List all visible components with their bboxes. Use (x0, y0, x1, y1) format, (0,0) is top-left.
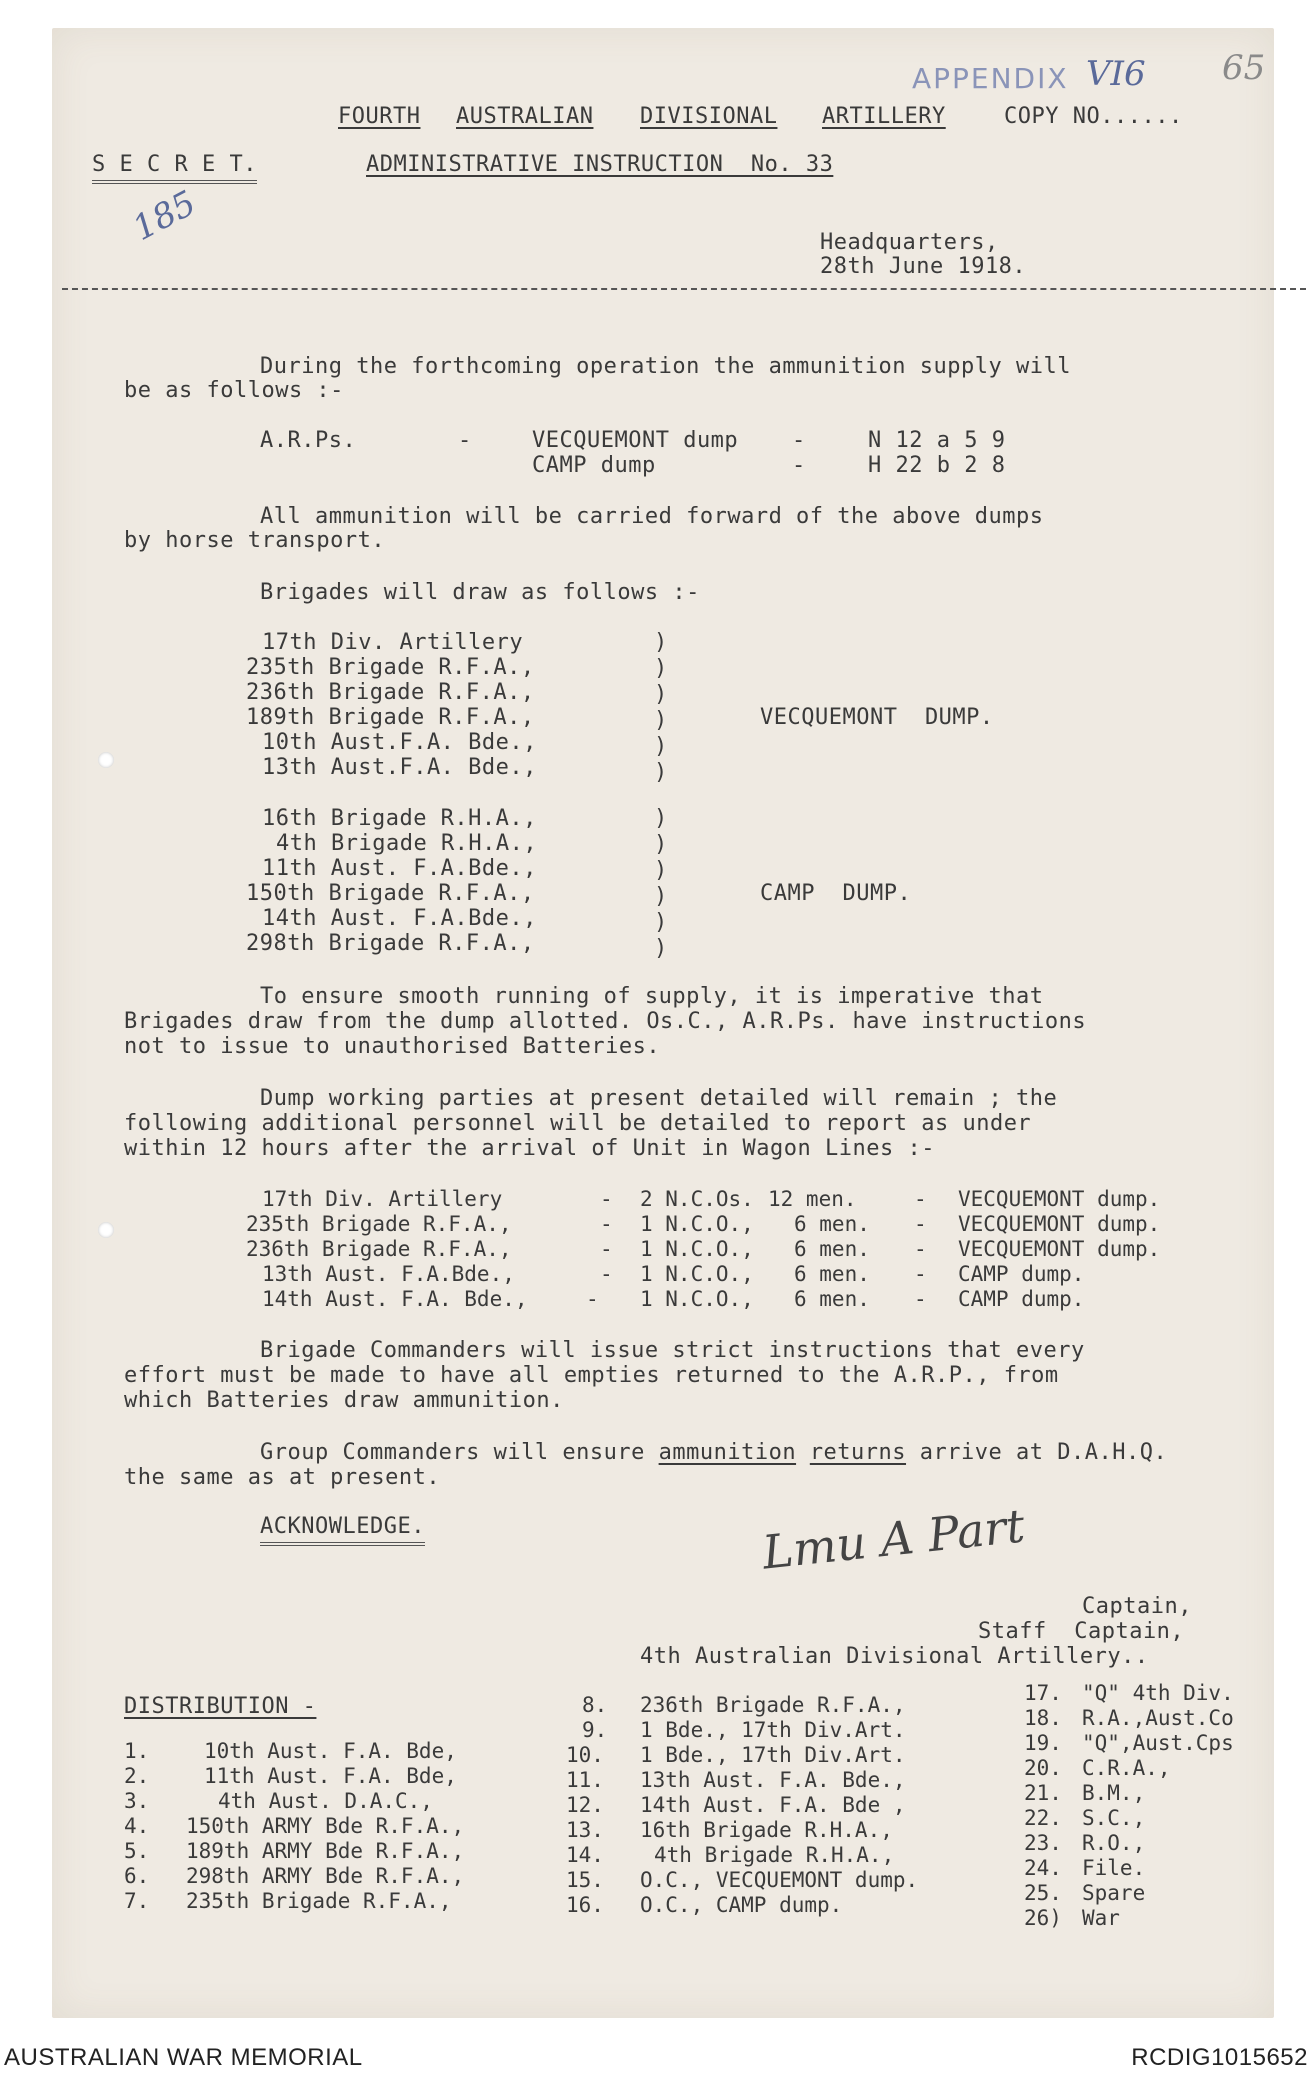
group2-dump: CAMP DUMP. (760, 881, 912, 906)
distribution-number: 1. (124, 1739, 150, 1763)
distribution-number: 14. (566, 1843, 604, 1867)
distribution-number: 4. (124, 1814, 150, 1838)
distribution-number: 5. (124, 1839, 150, 1863)
distribution-number: 26) (1024, 1906, 1062, 1930)
distribution-recipient: 236th Brigade R.F.A., (640, 1693, 906, 1717)
distribution-number: 20. (1024, 1756, 1062, 1780)
copy-number: COPY NO...... (1004, 104, 1183, 129)
arps-dump-name: CAMP dump (532, 453, 656, 478)
party-dash: - (914, 1262, 927, 1286)
distribution-number: 17. (1024, 1681, 1062, 1705)
para6-line2: the same as at present. (124, 1465, 441, 1490)
arps-dump-ref: N 12 a 5 9 (868, 428, 1006, 453)
distribution-recipient: C.R.A., (1082, 1756, 1171, 1780)
party-dash: - (600, 1212, 613, 1236)
distribution-number: 18. (1024, 1706, 1062, 1730)
arps-dump-name: VECQUEMONT dump (532, 428, 739, 453)
party-ncos: 1 N.C.O., (640, 1212, 754, 1236)
group1-bracket: ) ) ) ) ) ) (654, 630, 668, 785)
distribution-number: 23. (1024, 1831, 1062, 1855)
pencil-page-number: 65 (1222, 48, 1266, 88)
para5-line1: Brigade Commanders will issue strict instructions that every (260, 1338, 1085, 1363)
title-word-divisional: DIVISIONAL (640, 104, 778, 129)
distribution-recipient: "Q" 4th Div. (1082, 1681, 1234, 1705)
para6-text-b: arrive at D.A.H.Q. (906, 1440, 1168, 1465)
party-dump: CAMP dump. (958, 1262, 1085, 1286)
para3-line1: To ensure smooth running of supply, it is imperative that (260, 984, 1044, 1009)
distribution-recipient: 16th Brigade R.H.A., (640, 1818, 893, 1842)
para6-underlined-ammunition: ammunition (658, 1440, 797, 1465)
distribution-number: 10. (566, 1743, 604, 1767)
group1-unit: 10th Aust.F.A. Bde., (262, 730, 537, 755)
distribution-recipient: 235th Brigade R.F.A., (186, 1889, 452, 1913)
distribution-recipient: O.C., CAMP dump. (640, 1893, 843, 1917)
distribution-number: 3. (124, 1789, 150, 1813)
group1-unit: 235th Brigade R.F.A., (246, 655, 535, 680)
arps-dump-dash: - (792, 453, 806, 478)
signature-title: Staff Captain, (978, 1619, 1185, 1644)
group2-unit: 14th Aust. F.A.Bde., (262, 906, 537, 931)
appendix-stamp: APPENDIX (912, 62, 1069, 95)
party-dump: VECQUEMONT dump. (958, 1212, 1161, 1236)
para6-text-a: Group Commanders will ensure (260, 1440, 659, 1465)
party-men: 6 men. (794, 1287, 870, 1311)
brigades-intro: Brigades will draw as follows :- (260, 580, 700, 605)
party-dump: CAMP dump. (958, 1287, 1085, 1311)
document-date: 28th June 1918. (820, 254, 1027, 279)
distribution-recipient: R.A.,Aust.Co (1082, 1706, 1234, 1730)
distribution-number: 13. (566, 1818, 604, 1842)
distribution-recipient: War (1082, 1906, 1120, 1930)
archive-footer-right: RCDIG1015652 (1131, 2044, 1308, 2071)
signature-unit: 4th Australian Divisional Artillery.. (640, 1644, 1149, 1669)
para2-line1: All ammunition will be carried forward of the above dumps (260, 504, 1044, 529)
party-dash: - (600, 1187, 613, 1211)
para3-line2: Brigades draw from the dump allotted. Os.C., A.R.Ps. have instructions (124, 1009, 1087, 1034)
party-dash: - (914, 1287, 927, 1311)
distribution-recipient: 13th Aust. F.A. Bde., (640, 1768, 906, 1792)
group1-unit: 17th Div. Artillery (262, 630, 524, 655)
party-dash: - (914, 1237, 927, 1261)
distribution-recipient: "Q",Aust.Cps (1082, 1731, 1234, 1755)
party-ncos: 1 N.C.O., (640, 1237, 754, 1261)
distribution-recipient: O.C., VECQUEMONT dump. (640, 1868, 919, 1892)
distribution-number: 2. (124, 1764, 150, 1788)
title-word-fourth: FOURTH (338, 104, 421, 129)
distribution-number: 22. (1024, 1806, 1062, 1830)
distribution-recipient: 1 Bde., 17th Div.Art. (640, 1743, 906, 1767)
signature-handwritten: Lmu A Part (759, 1498, 1028, 1580)
party-dash: - (600, 1237, 613, 1261)
group1-dump: VECQUEMONT DUMP. (760, 705, 994, 730)
para5-line3: which Batteries draw ammunition. (124, 1388, 564, 1413)
para5-line2: effort must be made to have all empties returned to the A.R.P., from (124, 1363, 1059, 1388)
party-dump: VECQUEMONT dump. (958, 1187, 1161, 1211)
party-dash: - (914, 1187, 927, 1211)
para4-line3: within 12 hours after the arrival of Unit in Wagon Lines :- (124, 1136, 935, 1161)
distribution-recipient: B.M., (1082, 1781, 1146, 1805)
party-dump: VECQUEMONT dump. (958, 1237, 1161, 1261)
party-dash: - (914, 1212, 927, 1236)
arps-label: A.R.Ps. (260, 428, 357, 453)
distribution-number: 8. (582, 1693, 608, 1717)
party-unit: 14th Aust. F.A. Bde., (262, 1287, 528, 1311)
signature-rank: Captain, (1082, 1594, 1192, 1619)
party-unit: 236th Brigade R.F.A., (246, 1237, 512, 1261)
distribution-number: 24. (1024, 1856, 1062, 1880)
para6-underlined-returns: returns (809, 1440, 907, 1465)
title-word-artillery: ARTILLERY (822, 104, 946, 129)
title-word-australian: AUSTRALIAN (456, 104, 594, 129)
party-men: 6 men. (794, 1237, 870, 1261)
group2-bracket: ) ) ) ) ) ) (654, 806, 668, 961)
distribution-number: 12. (566, 1793, 604, 1817)
group2-unit: 150th Brigade R.F.A., (246, 881, 535, 906)
secret-label: S E C R E T. (92, 152, 257, 184)
para3-line3: not to issue to unauthorised Batteries. (124, 1034, 661, 1059)
distribution-number: 7. (124, 1889, 150, 1913)
group2-unit: 298th Brigade R.F.A., (246, 931, 535, 956)
distribution-recipient: 1 Bde., 17th Div.Art. (640, 1718, 906, 1742)
arps-dash: - (458, 428, 472, 453)
group1-unit: 189th Brigade R.F.A., (246, 705, 535, 730)
distribution-number: 11. (566, 1768, 604, 1792)
punch-hole-bottom (98, 1222, 114, 1238)
distribution-recipient: 189th ARMY Bde R.F.A., (186, 1839, 465, 1863)
folio-number-handwritten: 185 (126, 183, 203, 249)
distribution-recipient: 298th ARMY Bde R.F.A., (186, 1864, 465, 1888)
distribution-recipient: 14th Aust. F.A. Bde , (640, 1793, 906, 1817)
distribution-number: 6. (124, 1864, 150, 1888)
arps-dump-ref: H 22 b 2 8 (868, 453, 1006, 478)
party-unit: 13th Aust. F.A.Bde., (262, 1262, 515, 1286)
distribution-recipient: 10th Aust. F.A. Bde, (204, 1739, 457, 1763)
distribution-recipient: 4th Aust. D.A.C., (218, 1789, 433, 1813)
party-unit: 235th Brigade R.F.A., (246, 1212, 512, 1236)
distribution-number: 19. (1024, 1731, 1062, 1755)
party-men: 12 men. (768, 1187, 857, 1211)
punch-hole-top (98, 752, 114, 768)
distribution-heading: DISTRIBUTION - (124, 1694, 317, 1719)
appendix-number-handwritten: VI6 (1086, 54, 1146, 94)
party-men: 6 men. (794, 1212, 870, 1236)
instruction-title: ADMINISTRATIVE INSTRUCTION No. 33 (366, 152, 834, 177)
header-divider (62, 288, 1306, 290)
para1-line2: be as follows :- (124, 378, 344, 403)
distribution-number: 16. (566, 1893, 604, 1917)
distribution-number: 21. (1024, 1781, 1062, 1805)
distribution-recipient: R.O., (1082, 1831, 1146, 1855)
group1-unit: 13th Aust.F.A. Bde., (262, 755, 537, 780)
party-ncos: 1 N.C.O., (640, 1262, 754, 1286)
group2-unit: 16th Brigade R.H.A., (262, 806, 537, 831)
para4-line1: Dump working parties at present detailed will remain ; the (260, 1086, 1058, 1111)
party-men: 6 men. (794, 1262, 870, 1286)
distribution-recipient: Spare (1082, 1881, 1146, 1905)
distribution-recipient: 11th Aust. F.A. Bde, (204, 1764, 457, 1788)
party-ncos: 1 N.C.O., (640, 1287, 754, 1311)
party-dash: - (600, 1262, 613, 1286)
para1-line1: During the forthcoming operation the ammunition supply will (260, 354, 1071, 379)
distribution-number: 15. (566, 1868, 604, 1892)
para2-line2: by horse transport. (124, 528, 386, 553)
distribution-recipient: File. (1082, 1856, 1146, 1880)
para6-line1 (260, 1440, 1167, 1466)
distribution-recipient: 4th Brigade R.H.A., (654, 1843, 895, 1867)
para4-line2: following additional personnel will be detailed to report as under (124, 1111, 1032, 1136)
group2-unit: 4th Brigade R.H.A., (276, 831, 538, 856)
party-dash: - (586, 1287, 599, 1311)
distribution-recipient: S.C., (1082, 1806, 1146, 1830)
archive-footer-left: AUSTRALIAN WAR MEMORIAL (4, 2044, 363, 2071)
para6-space (796, 1440, 810, 1465)
distribution-number: 25. (1024, 1881, 1062, 1905)
party-unit: 17th Div. Artillery (262, 1187, 503, 1211)
group2-unit: 11th Aust. F.A.Bde., (262, 856, 537, 881)
group1-unit: 236th Brigade R.F.A., (246, 680, 535, 705)
party-ncos: 2 N.C.Os. (640, 1187, 754, 1211)
arps-dump-dash: - (792, 428, 806, 453)
acknowledge-label: ACKNOWLEDGE. (260, 1514, 425, 1546)
distribution-number: 9. (582, 1718, 608, 1742)
distribution-recipient: 150th ARMY Bde R.F.A., (186, 1814, 465, 1838)
headquarters-label: Headquarters, (820, 230, 999, 255)
